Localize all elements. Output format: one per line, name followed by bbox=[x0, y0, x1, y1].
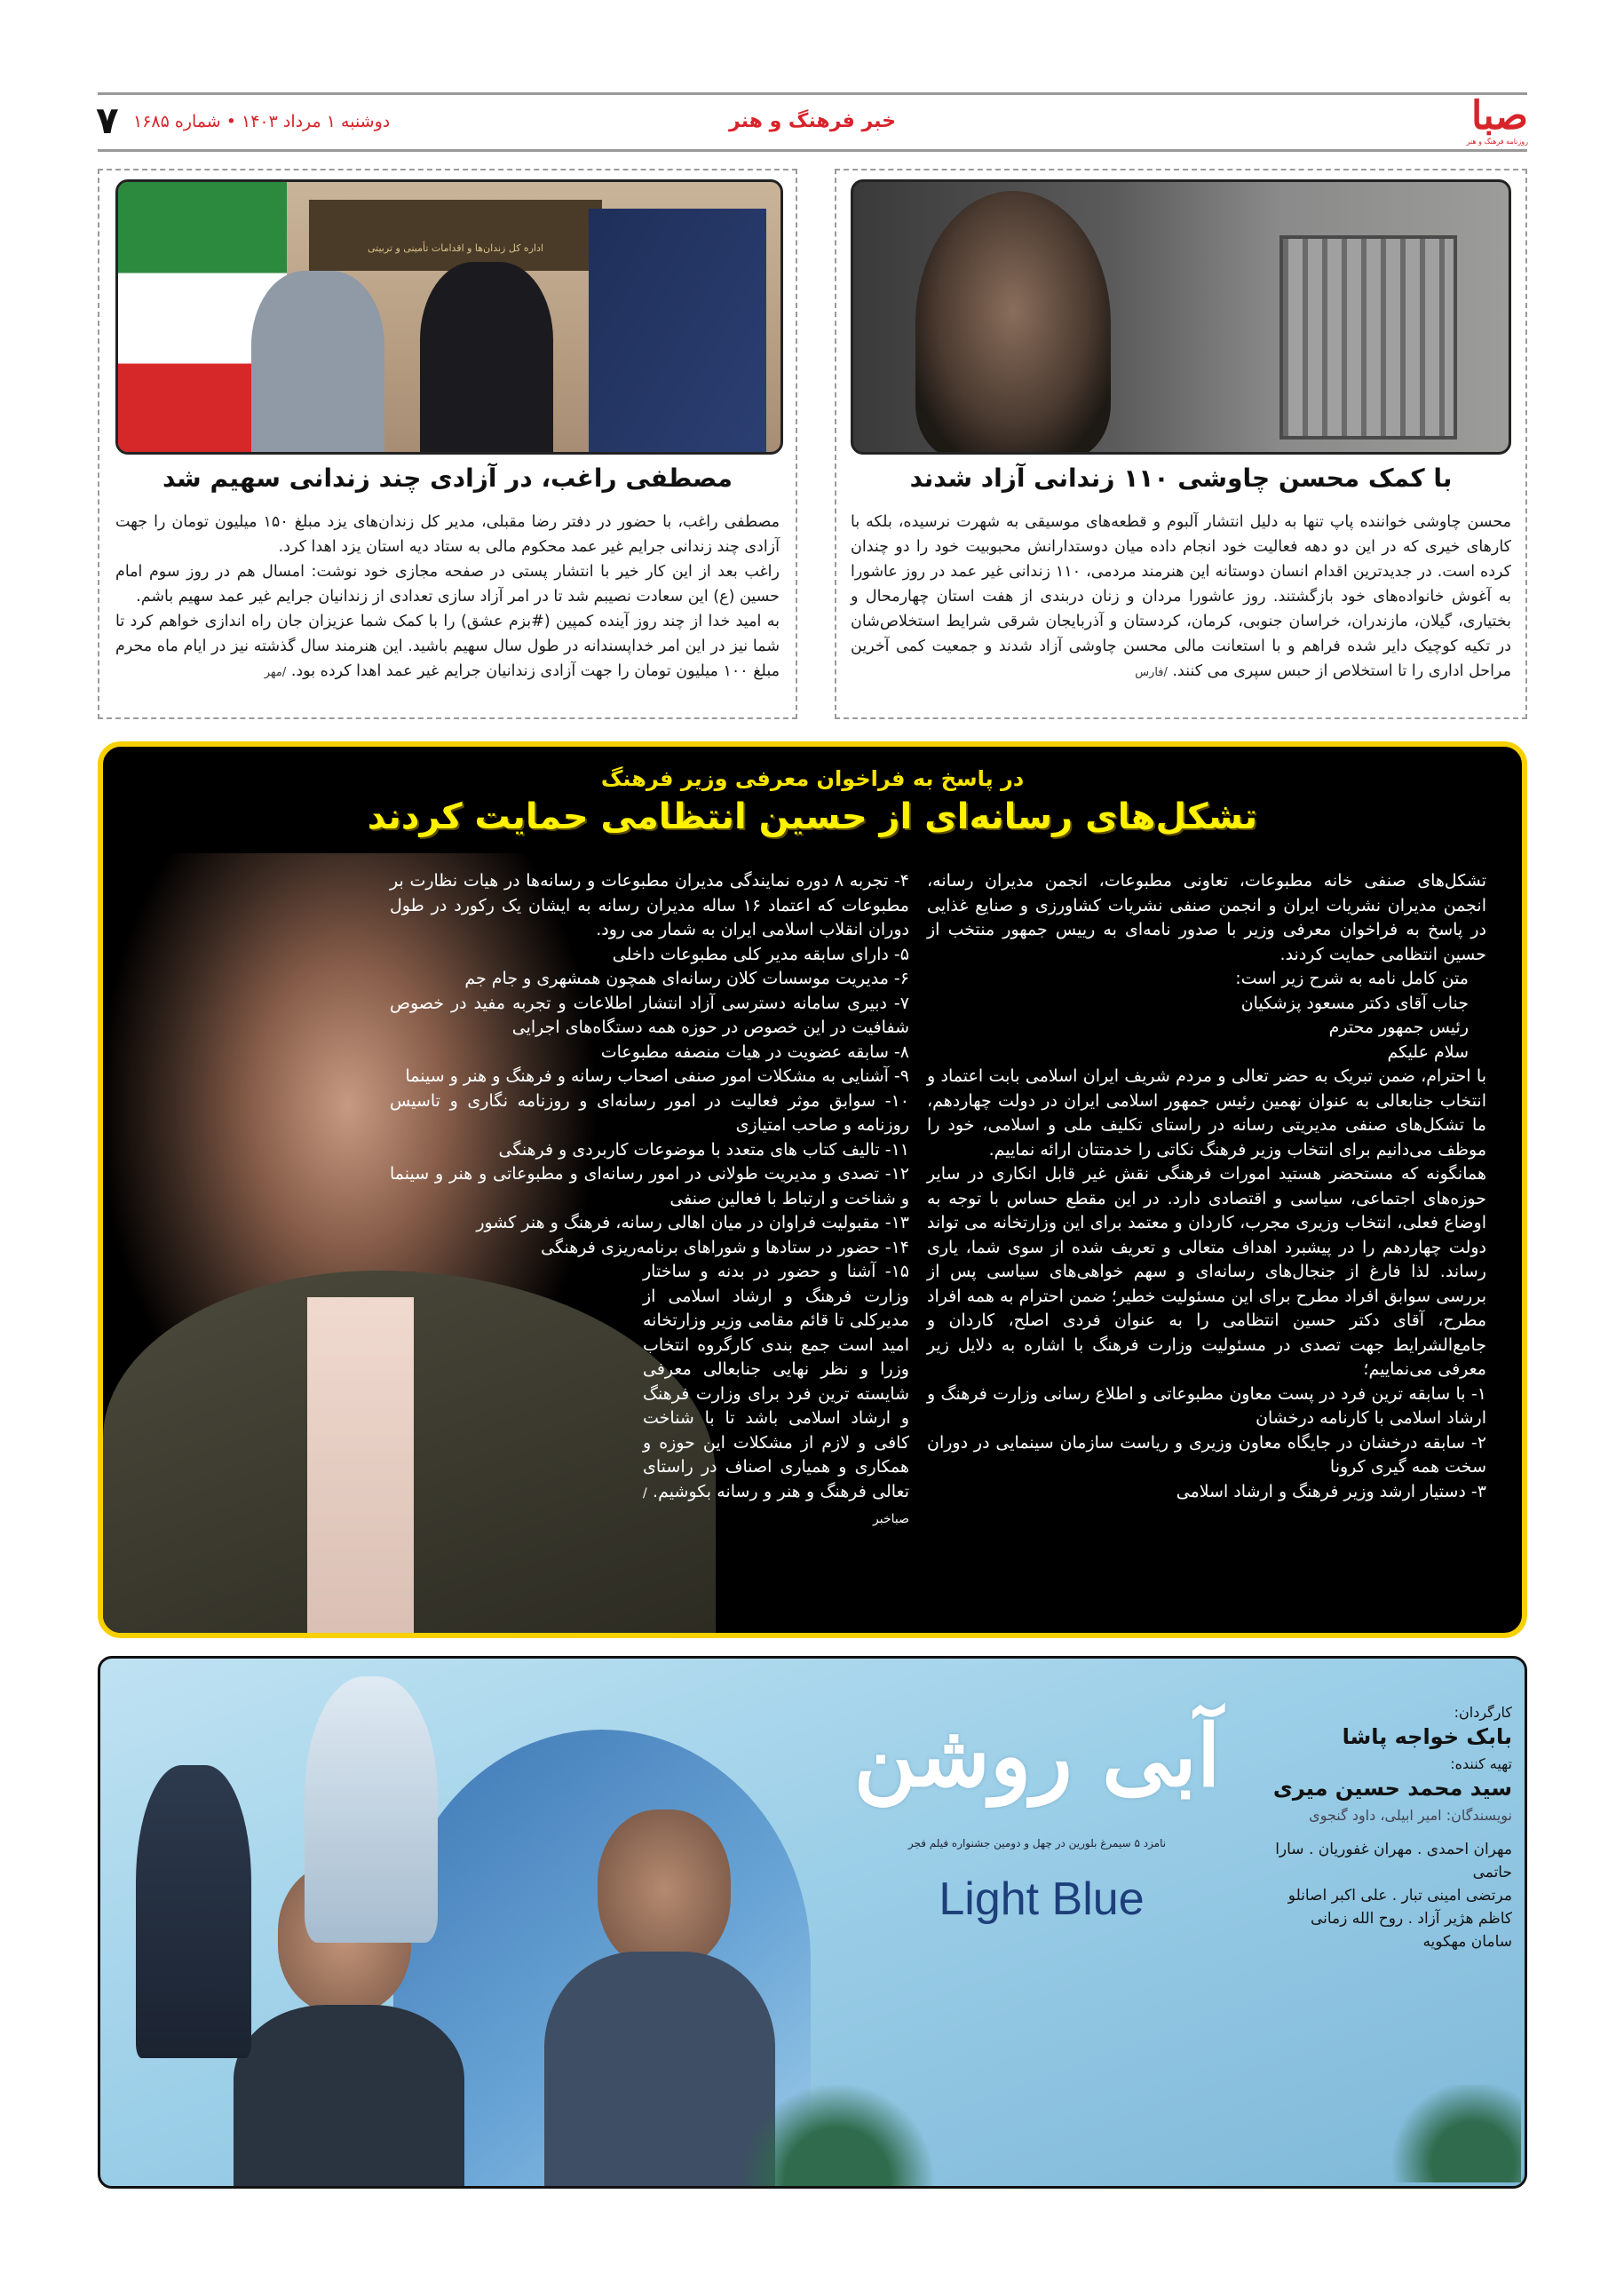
feature-list-item: ۱۲- تصدی و مدیریت طولانی در امور رسانه‌ای و مطبوعاتی و هنر و سینما و شناخت و ارتباط با فعالین صنفی bbox=[390, 1164, 909, 1208]
leaves-decoration bbox=[1361, 2085, 1521, 2182]
section-title: خبر فرهنگ و هنر bbox=[729, 110, 896, 132]
newspaper-logo[interactable] bbox=[1470, 93, 1528, 139]
director-name: بابک خواجه پاشا bbox=[1342, 1724, 1512, 1749]
feature-list-item: ۸- سابقه عضویت در هیات منصفه مطبوعات bbox=[600, 1041, 909, 1062]
article-body bbox=[851, 510, 1511, 685]
feature-paragraph: تشکل‌های صنفی خانه مطبوعات، تعاونی مطبوعات، انجمن مدیران رسانه، انجمن مدیران نشریات ایران و انجمن صنفی نشریات کشاورزی و صنایع غذایی در پاسخ به فراخوان معرفی وزیر با صدور نامه‌ای به رییس جمهور منتخب از حسین انتظامی حمایت کردند. bbox=[927, 871, 1486, 964]
feature-paragraph: همانگونه که مستحضر هستید امورات فرهنگی نقش غیر قابل انکاری در سایر حوزه‌های اجتماعی، سیاسی و اقتصادی دارد. در این مقطع حساس با توجه به اوضاع فعلی، انتخاب وزیری مجرب، کاردان و معتمد برای این وزارتخانه می تواند دولت چهاردهم را در پیشبرد اهداف متعالی و تعریف شده از سوی شما، یاری رساند. لذا فارغ از جنجال‌های رسانه‌ای و سهم خواهی‌های سیاسی پس از بررسی سوابق افراد مطرح برای این مسئولیت خطیر؛ ضمن احترام به همه افراد مطرح، آقای دکتر حسین انتظامی را به عنوان فردی اصلح، کاردان و جامع‌الشرایط جهت تصدی در مسئولیت وزارت فرهنگ با اشاره به دلایل زیر معرفی می‌نماییم؛ bbox=[927, 1164, 1486, 1379]
poster-credits bbox=[1246, 1703, 1512, 1953]
page-number: ۷ bbox=[96, 99, 119, 142]
feature-right-column bbox=[927, 869, 1486, 1504]
movie-poster-light-blue bbox=[98, 1656, 1527, 2189]
top-rule bbox=[98, 92, 1527, 95]
feature-list-item: ۱۵- آشنا و حضور در بدنه و ساختار وزارت فرهنگ و ارشاد اسلامی از مدیرکلی تا قائم مقامی وزیر وزارتخانه امید است جمع بندی کارگروه انتخاب وزرا و نظر نهایی جنابعالی معرفی شایسته ترین فرد برای وزارت فرهنگ و ارشاد اسلامی باشد تا با شناخت کافی و لازم از مشکلات این حوزه و همکاری و همیاری اصناف در راستای تعالی فرهنگ و هنر و رسانه بکوشیم. bbox=[643, 1262, 910, 1501]
feature-paragraph: متن کامل نامه به شرح زیر است: bbox=[1235, 969, 1469, 988]
feature-left-column bbox=[390, 869, 909, 1532]
writers: نویسندگان: امیر ابیلی، داود گنجوی bbox=[1309, 1807, 1512, 1824]
feature-list-item: ۱۳- مقبولیت فراوان در میان اهالی رسانه، فرهنگ و هنر کشور bbox=[476, 1213, 909, 1232]
article-source: /مهر bbox=[264, 666, 287, 679]
feature-list-item: ۳- دستیار ارشد وزیر فرهنگ و ارشاد اسلامی bbox=[1176, 1481, 1486, 1501]
feature-paragraph: سلام علیکم bbox=[1387, 1041, 1469, 1062]
feature-kicker: در پاسخ به فراخوان معرفی وزیر فرهنگ bbox=[600, 766, 1025, 791]
office-sign: اداره کل زندان‌ها و اقدامات تأمینی و تربیتی bbox=[309, 200, 602, 271]
article-text: محسن چاوشی خواننده پاپ تنها به دلیل انتشار آلبوم و قطعه‌های موسیقی به شهرت نرسیده، بلکه با کارهای خیری که در این دو دهه فعالیت خود انجام داده میان دوستدارانش محبوبیت خود را دو چندان کرده است. در جدیدترین اقدام انسان دوستانه این هنرمند مردمی، ۱۱۰ زندانی غیر عمد در روز عاشورا به آغوش خانواده‌های خود بازگشتند. روز عاشورا مردان و زنان دربندی از هفت استان چهارمحال و بختیاری، گیلان، مازندران، خراسان جنوبی، کرمان، کردستان و آذربایجان شرقی شرایط استخلاص‌شان در تکیه کوچیک دایر شده فراهم و با استعانت مالی محسن چاوشی آزاد شدند و جمعیت کمی آخرین مراحل اداری را تا استخلاص از حبس سپری می کنند. bbox=[851, 513, 1511, 680]
article-photo-ragheb bbox=[115, 179, 783, 455]
producer-label: تهیه کننده: bbox=[1450, 1755, 1512, 1772]
organization-flag bbox=[589, 209, 766, 455]
actress-hijab bbox=[305, 1676, 438, 1943]
feature-paragraph: جناب آقای دکتر مسعود پزشکیان bbox=[1240, 993, 1469, 1013]
article-headline: مصطفی راغب، در آزادی چند زندانی سهیم شد bbox=[162, 463, 733, 493]
feature-list-item: ۱۰- سوابق موثر فعالیت در امور رسانه‌ای و روزنامه نگاری و تاسیس روزنامه و صاحب امتیازی bbox=[390, 1090, 909, 1135]
cast-line: مرتضی امینی تبار . علی اکبر اصانلو bbox=[1287, 1887, 1512, 1905]
actor-2-coat bbox=[234, 2005, 464, 2189]
leaves-decoration bbox=[722, 2085, 953, 2189]
article-paragraph: راغب بعد از این کار خیر با انتشار پستی در صفحه مجازی خود نوشت: امسال هم در روز سوم امام حسین (ع) این سعادت نصیبم شد تا در امر آزاد سازی تعدادی از زندانیان جرایم غیر عمد سهیم باشم. bbox=[115, 563, 780, 606]
poster-nomination: نامزد ۵ سیمرغ بلورین در چهل و دومین جشنواره فیلم فجر bbox=[907, 1837, 1167, 1849]
feature-list-item: ۱۱- تالیف کتاب های متعدد با موضوعات کاربردی و فرهنگی bbox=[498, 1139, 909, 1160]
logo-text: صبا bbox=[1470, 93, 1528, 139]
feature-list-item: ۷- دبیری سامانه دسترسی آزاد انتشار اطلاعات و تجربه مفید در خصوص شفافیت در این خصوص در حوزه همه دستگاه‌های اجرایی bbox=[390, 993, 909, 1037]
feature-list-item: ۱- با سابقه ترین فرد در پست معاون مطبوعاتی و اطلاع رسانی وزارت فرهنگ و ارشاد اسلامی با کارنامه درخشان bbox=[927, 1383, 1486, 1428]
person-left bbox=[251, 271, 384, 455]
feature-list-item: ۲- سابقه درخشان در جایگاه معاون وزیری و ریاست سازمان سینمایی در دوران سخت همه گیری کرونا bbox=[927, 1432, 1486, 1477]
header-bottom-rule bbox=[98, 149, 1527, 152]
feature-paragraph: رئیس جمهور محترم bbox=[1328, 1018, 1469, 1037]
director-label: کارگردان: bbox=[1454, 1704, 1512, 1721]
date-issue: دوشنبه ۱ مرداد ۱۴۰۳ • شماره ۱۶۸۵ bbox=[133, 112, 391, 131]
article-photo-chavoshi bbox=[851, 179, 1511, 455]
cast-line: مهران احمدی . مهران غفوریان . سارا حاتمی bbox=[1275, 1841, 1512, 1881]
article-paragraph: به امید خدا از چند روز آینده کمپین (#بزم عشق) را با کمک شما عزیزان جان راه اندازی خواهم کرد تا شما نیز در این امر خداپسندانه در طول سال سهیم باشید. این هنرمند سال گذشته نیز در ایام ماه محرم مبلغ ۱۰۰ میلیون تومان را جهت آزادی زندانیان جرایم غیر عمد اهدا کرده بود. bbox=[115, 613, 780, 680]
cast-line: سامان مهکویه bbox=[1422, 1933, 1512, 1951]
logo-tagline: روزنامه فرهنگ و هنر bbox=[1466, 138, 1528, 146]
feature-list-item: ۵- دارای سابقه مدیر کلی مطبوعات داخلی bbox=[612, 944, 909, 964]
actor-main bbox=[598, 1810, 731, 1969]
person-right bbox=[420, 262, 553, 455]
article-headline: با کمک محسن چاوشی ۱۱۰ زندانی آزاد شدند bbox=[909, 463, 1453, 493]
feature-list-item: ۱۴- حضور در ستادها و شوراهای برنامه‌ریزی فرهنگی bbox=[541, 1237, 909, 1257]
poster-title-en: Light Blue bbox=[939, 1873, 1145, 1925]
producer-name: سید محمد حسین میری bbox=[1272, 1776, 1512, 1801]
article-body bbox=[115, 510, 780, 685]
feature-list-item: ۹- آشنایی به مشکلات امور صنفی اصحاب رسانه و فرهنگ و هنر و سینما bbox=[405, 1066, 909, 1086]
feature-paragraph: با احترام، ضمن تبریک به حضر تعالی و مردم شریف ایران اسلامی بابت اعتماد و انتخاب جنابعالی به عنوان نهمین رئیس جمهور اسلامی ایران در دولت چهاردهم، ما تشکل‌های صنفی مدیریتی رسانه در راستای تکلیف ملی و اسلامی، خود را موظف می‌دانیم برای انتخاب وزیر فرهنگ نکاتی را خدمتتان ارائه نماییم. bbox=[927, 1066, 1486, 1160]
prison-bars bbox=[1279, 235, 1457, 440]
cast-line: کاظم هژیر آزاد . روح الله زمانی bbox=[1310, 1910, 1512, 1928]
article-chavoshi bbox=[835, 169, 1527, 719]
feature-list-item: ۴- تجربه ۸ دوره نمایندگی مدیران مطبوعات و رسانه‌ها در هیات نظارت بر مطبوعات که اعتماد ۱۶ ساله مدیران رسانه به ایشان یک رکورد در طول دوران انقلاب اسلامی ایران به شمار می رود. bbox=[390, 871, 909, 939]
feature-source: /صباخبر bbox=[643, 1485, 909, 1526]
article-paragraph: مصطفی راغب، با حضور در دفتر رضا مقبلی، مدیر کل زندان‌های یزد مبلغ ۱۵۰ میلیون تومان را جهت آزادی چند زندانی جرایم غیر عمد محکوم مالی به ستاد دیه استان یزد اهدا کرد. bbox=[115, 513, 780, 556]
article-ragheb bbox=[98, 169, 797, 719]
feature-title: تشکل‌های رسانه‌ای از حسین انتظامی حمایت کردند bbox=[367, 796, 1258, 837]
feature-list-item: ۶- مدیریت موسسات کلان رسانه‌ای همچون همشهری و جام جم bbox=[464, 969, 909, 988]
police-officer bbox=[136, 1765, 251, 2058]
article-source: /فارس bbox=[1135, 666, 1168, 679]
feature-article bbox=[98, 741, 1527, 1638]
person-figure bbox=[915, 191, 1111, 455]
poster-title-fa: آبی روشن bbox=[853, 1706, 1221, 1806]
